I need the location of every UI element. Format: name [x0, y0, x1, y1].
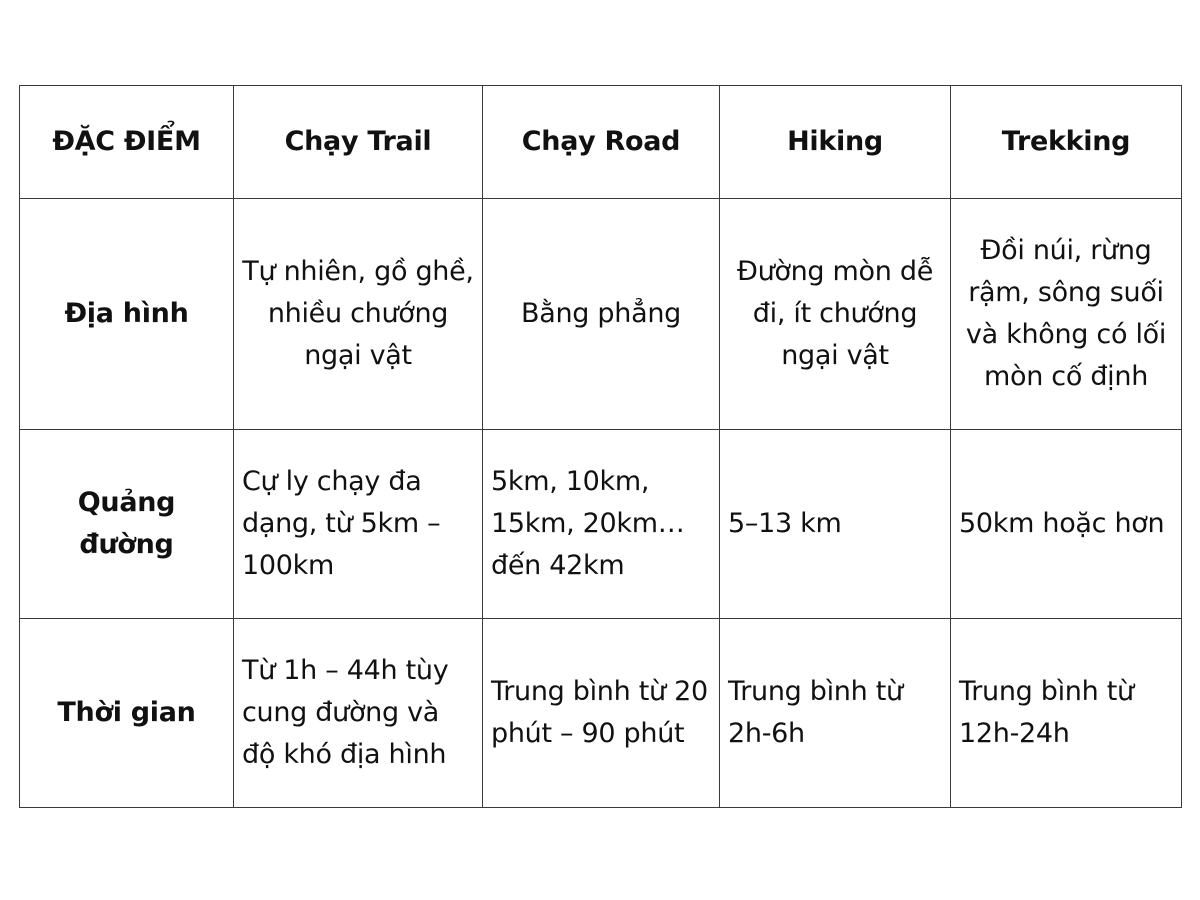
- cell-time-road: Trung bình từ 20 phút – 90 phút: [483, 619, 720, 808]
- row-label-terrain: Địa hình: [20, 199, 234, 430]
- comparison-table: [19, 85, 1182, 808]
- column-header-trekking: Trekking: [951, 86, 1182, 199]
- cell-distance-trekking: 50km hoặc hơn: [951, 430, 1182, 619]
- cell-distance-road: 5km, 10km, 15km, 20km… đến 42km: [483, 430, 720, 619]
- table-row-time: [20, 619, 1182, 808]
- row-label-time: Thời gian: [20, 619, 234, 808]
- column-header-trail-running: Chạy Trail: [234, 86, 483, 199]
- cell-distance-hiking: 5–13 km: [720, 430, 951, 619]
- column-header-hiking: Hiking: [720, 86, 951, 199]
- cell-time-trail: Từ 1h – 44h tùy cung đường và độ khó địa hình: [234, 619, 483, 808]
- table-header-row: [20, 86, 1182, 199]
- row-label-distance: Quảng đường: [20, 430, 234, 619]
- table-row-terrain: [20, 199, 1182, 430]
- column-header-road-running: Chạy Road: [483, 86, 720, 199]
- column-header-feature: ĐẶC ĐIỂM: [20, 86, 234, 199]
- cell-time-trekking: Trung bình từ 12h-24h: [951, 619, 1182, 808]
- cell-terrain-trekking: Đồi núi, rừng rậm, sông suối và không có lối mòn cố định: [951, 199, 1182, 430]
- table-row-distance: [20, 430, 1182, 619]
- cell-distance-trail: Cự ly chạy đa dạng, từ 5km – 100km: [234, 430, 483, 619]
- cell-terrain-trail: Tự nhiên, gồ ghề, nhiều chướng ngại vật: [234, 199, 483, 430]
- cell-terrain-hiking: Đường mòn dễ đi, ít chướng ngại vật: [720, 199, 951, 430]
- cell-time-hiking: Trung bình từ 2h-6h: [720, 619, 951, 808]
- cell-terrain-road: Bằng phẳng: [483, 199, 720, 430]
